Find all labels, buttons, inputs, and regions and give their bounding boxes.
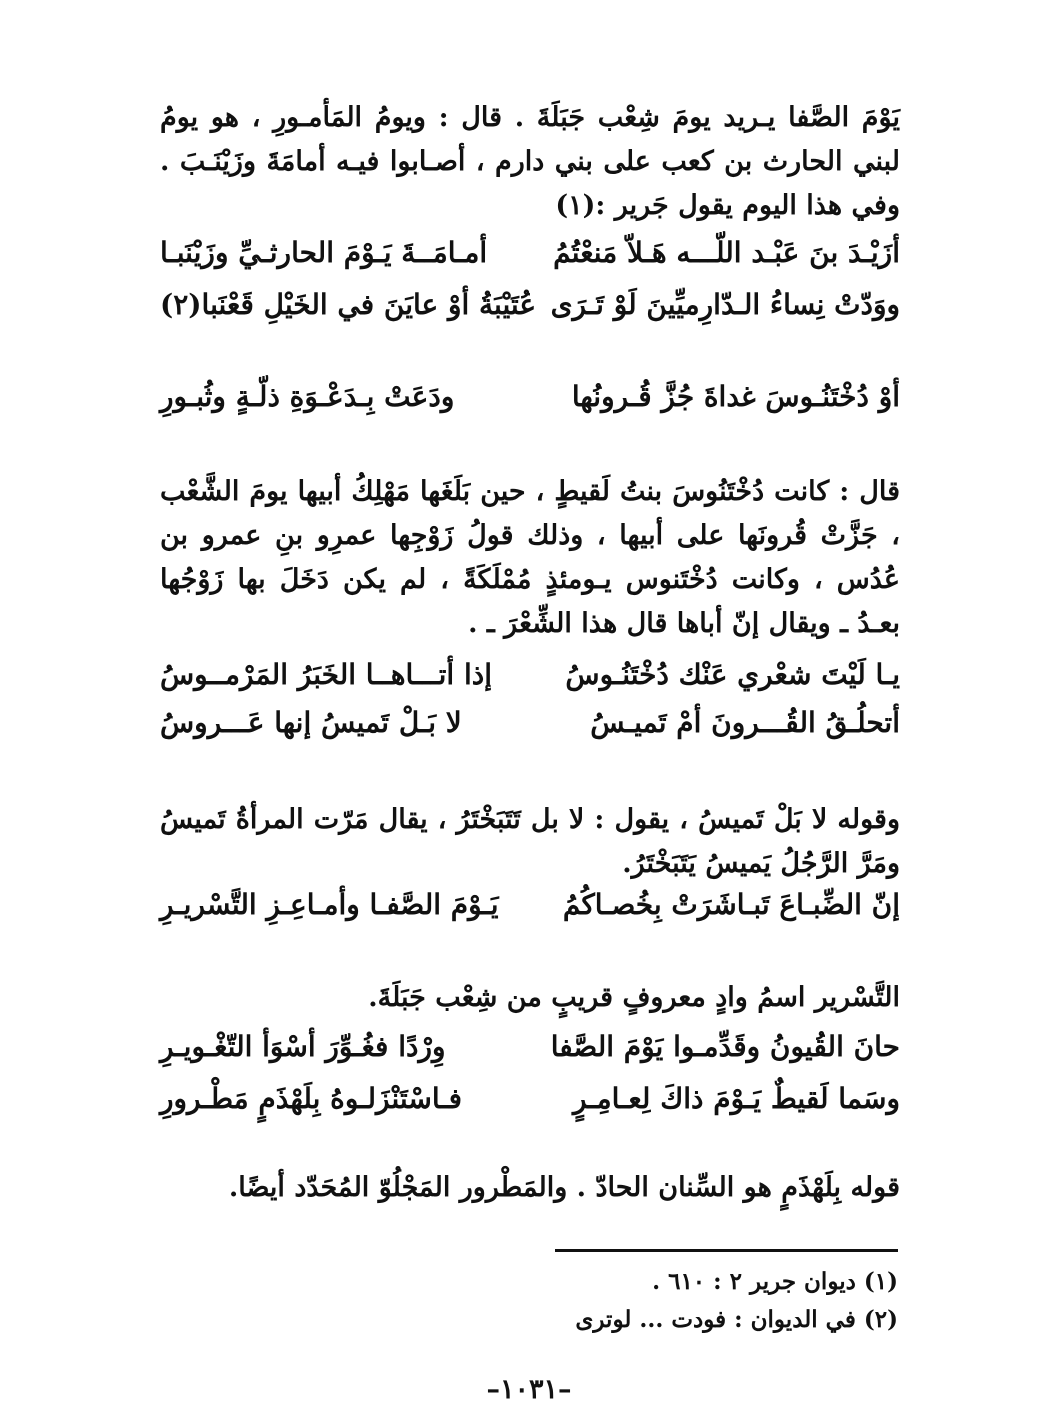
- verse-2-second-hemistich: عُتَيْبَةُ أوْ عايَنَ في الخَيْلِ قَعْنَبا(٢): [160, 288, 537, 321]
- verse-7-second-hemistich: وِرْدًا فغُـوِّرَ أسْوَأ التّغْـويـرِ: [160, 1030, 446, 1063]
- footnote-1: (١) ديوان جرير ٢ : ٦١٠ .: [652, 1268, 898, 1295]
- verse-line-4: [160, 650, 900, 700]
- verse-8-second-hemistich: فـاسْتَنْزَلـوهُ بِلَهْذَمٍ مَطْـرورِ: [160, 1082, 462, 1115]
- paragraph-4: التَّسْرير اسمُ وادٍ معروفٍ قريبٍ من شِعْب جَبَلَةَ.: [368, 982, 900, 1013]
- footnote-2: (٢) في الديوان : فودت ... لوترى: [575, 1306, 898, 1333]
- verse-4-second-hemistich: إذا أتـــاهــا الخَبَرُ المَرْمــوسُ: [160, 658, 492, 691]
- page-number: –١٠٣١–: [486, 1374, 572, 1405]
- verse-8-first-hemistich: وسَما لَقيطٌ يَـوْمَ ذاكَ لِعـامِـرٍ: [573, 1082, 900, 1115]
- verse-line-5: [160, 698, 900, 748]
- verse-5-first-hemistich: أتحلُـقُ القُـــرونَ أمْ تَميـسُ: [590, 706, 900, 739]
- verse-5-second-hemistich: لا بَـلْ تَميسُ إنها عَـــروسُ: [160, 706, 462, 739]
- paragraph-3: وقوله لا بَلْ تَميسُ ، يقول : لا بل تَتَبَخْتَرُ ، يقال مَرّت المرأةُ تَميسُ ومَرَّ الرَّجُلُ يَميسُ يَتَبَخْتَرُ.: [160, 804, 900, 879]
- verse-7-first-hemistich: حانَ القُيونُ وقَدِّمـوا يَوْمَ الصَّفا: [550, 1030, 900, 1063]
- verse-3-first-hemistich: أوْ دُخْتَنُـوسَ غداةَ جُزَّ قُـرونُها: [571, 380, 900, 413]
- paragraph-1: يَوْمَ الصَّفا يـريد يومَ شِعْب جَبَلَةَ . قال : ويومُ المَأمـورِ ، هو يومُ لبني الحارث بن كعب على بني دارم ، أصـابوا فيـه أمامَةَ وزَيْنَـبَ . وفي هذا اليوم يقول جَرير :(١): [160, 102, 900, 221]
- paragraph-5: قوله بِلَهْذَمٍ هو السِّنان الحادّ . والمَطْرور المَجْلُوّ المُحَدّد أيضًا.: [228, 1172, 900, 1203]
- verse-line-7: [160, 1022, 900, 1072]
- verse-line-8: [160, 1074, 900, 1124]
- footnote-separator: [555, 1249, 898, 1252]
- verse-6-first-hemistich: إنّ الضِّبـاعَ تَبـاشَرَتْ بِخُصـاكُمُ: [562, 888, 900, 921]
- verse-line-6: [160, 880, 900, 930]
- verse-line-1: [160, 228, 900, 278]
- verse-1-first-hemistich: أزَيْـدَ بنَ عَبْـد اللّـــه هَـلاّ مَنعْتُمُ: [553, 236, 900, 269]
- verse-2-first-hemistich: ووَدّتْ نِساءُ الـدّارِميِّينَ لَوْ تَـرَى: [550, 288, 900, 321]
- verse-4-first-hemistich: يـا لَيْتَ شعْري عَنْك دُخْتَنُـوسُ: [565, 658, 900, 691]
- verse-line-3: [160, 372, 900, 422]
- verse-line-2: [160, 280, 900, 330]
- verse-3-second-hemistich: ودَعَتْ بِـدَعْـوَةِ ذلّـةٍ وثُبـورِ: [160, 380, 455, 413]
- paragraph-2: قال : كانت دُخْتَنُوسَ بنتُ لَقيطٍ ، حين بَلَغَها مَهْلِكُ أبيها يومَ الشَّعْب ، جَزَّتْ قُرونَها على أبيها ، وذلك قولُ زَوْجِها عمرِو بنِ عمرو بن عُدُس ، وكانت دُخْتَنوس يـومئذٍ مُمْلَكَةً ، لم يكن دَخَلَ بها زَوْجُها بعـدُ ـ ويقال إنّ أباها قال هذا الشِّعْرَ ـ .: [160, 476, 900, 639]
- verse-6-second-hemistich: يَـوْمَ الصَّفـا وأمـاعِـزِ التَّسْريـرِ: [160, 888, 499, 921]
- verse-1-second-hemistich: أمـامَــةَ يَـوْمَ الحارثـيِّ وزَيْنَبـا: [160, 236, 488, 269]
